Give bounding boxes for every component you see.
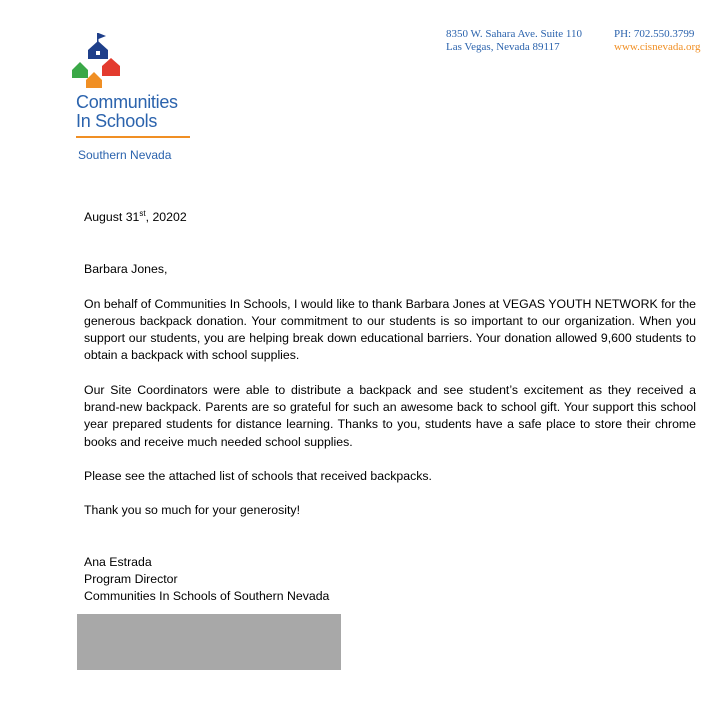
letter-paragraph: Please see the attached list of schools that received backpacks.: [84, 468, 432, 483]
contact-phone-web: [614, 28, 700, 54]
phone-number: PH: 702.550.3799: [614, 28, 695, 40]
letter-greeting: Barbara Jones,: [84, 262, 168, 277]
signer-title: Program Director: [84, 571, 178, 586]
letter-paragraph: Our Site Coordinators were able to distribute a backpack and see student’s excitement as they received a brand-new backpack. Parents are so grateful for such an awesome back to school gift. Your support this school year prepared students for distance learning. Thanks to you, students have a safe place to store their chrome books and receive much needed school supplies.: [84, 382, 696, 449]
letter-date: August 31st, 20202: [84, 208, 187, 224]
contact-address: [446, 28, 582, 54]
org-divider: [76, 136, 190, 138]
letter-body: [84, 209, 696, 605]
signer-org: Communities In Schools of Southern Nevada: [84, 589, 330, 604]
cis-logo: [70, 32, 195, 92]
redacted-signature: [77, 614, 341, 670]
org-name: [76, 93, 178, 131]
org-name-line2: In Schools: [76, 111, 158, 131]
org-name-line1: Communities: [76, 92, 178, 112]
signer-name: Ana Estrada: [84, 554, 152, 569]
address-line1: 8350 W. Sahara Ave. Suite 110: [446, 28, 582, 40]
address-line2: Las Vegas, Nevada 89117: [446, 41, 560, 53]
letter-paragraph: On behalf of Communities In Schools, I would like to thank Barbara Jones at VEGAS YOUTH NETWORK for the generous backpack donation. Your commitment to our students is so important to our organization. When you support our students, you are helping break down educational barriers. Your donation allowed 9,600 students to obtain a backpack with school supplies.: [84, 296, 696, 363]
letter-closing: Thank you so much for your generosity!: [84, 503, 300, 518]
website-link[interactable]: www.cisnevada.org: [614, 41, 701, 53]
org-subtitle: Southern Nevada: [78, 148, 172, 162]
